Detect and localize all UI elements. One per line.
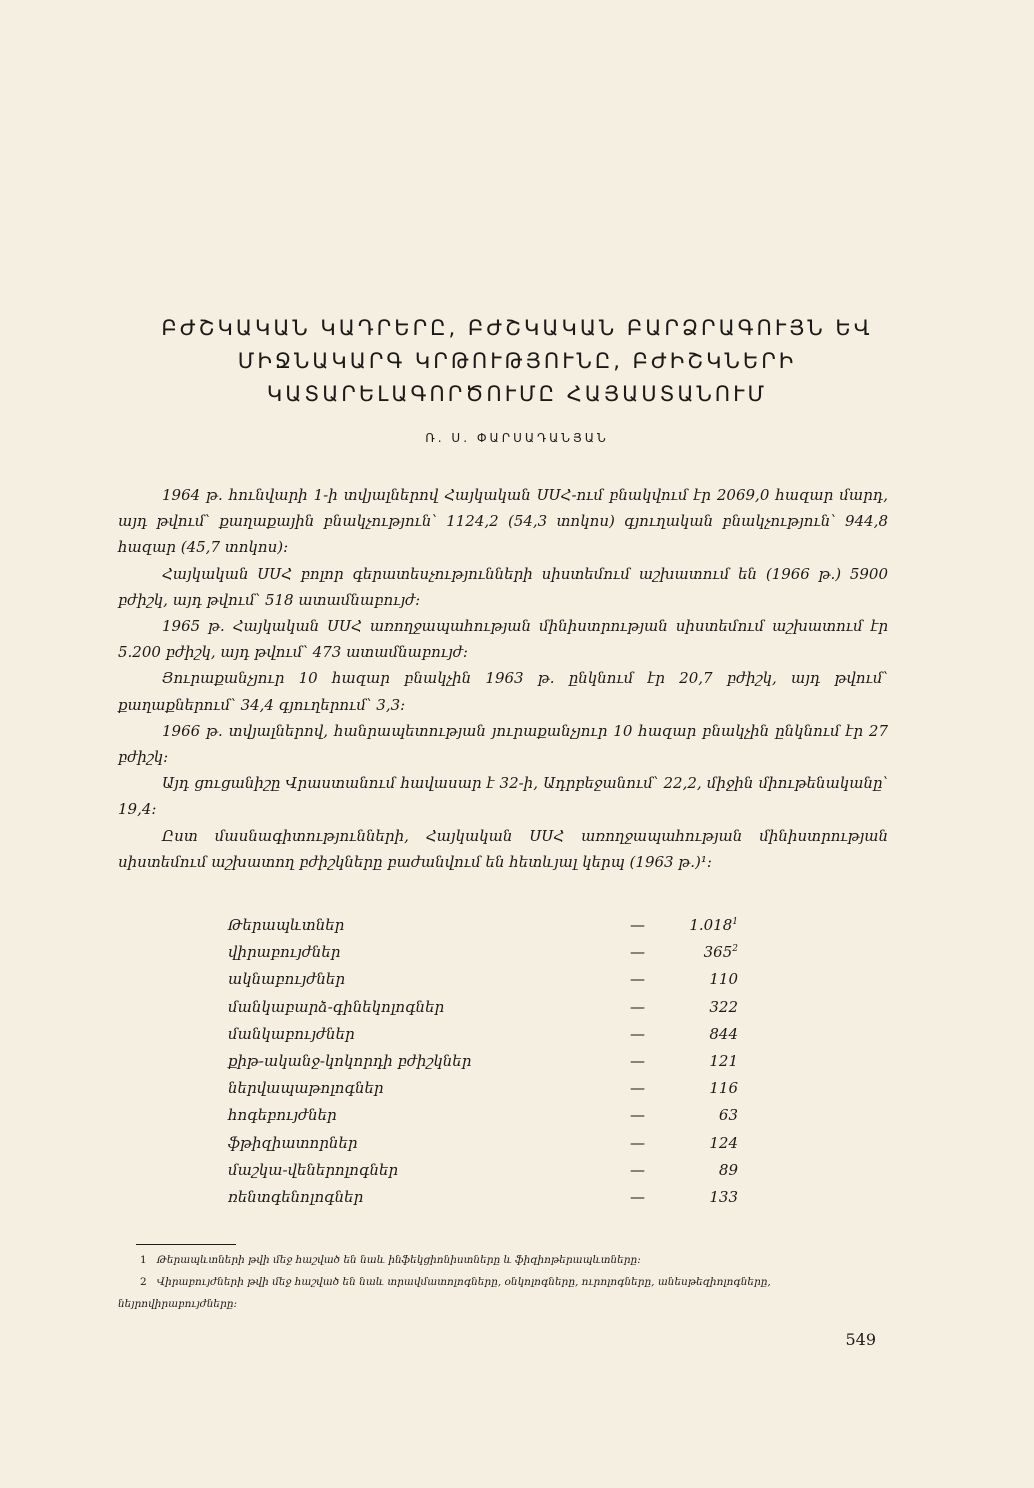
- author-name: Ռ. Ս. ՓԱՐՍԱԴԱՆՅԱՆ: [425, 431, 609, 445]
- title-line: ՄԻՋՆԱԿԱՐԳ ԿՐԹՈՒԹՅՈՒՆԸ, ԲԺԻՇԿՆԵՐԻ: [237, 349, 797, 373]
- specialty-name: Թերապևտներ: [228, 916, 345, 934]
- paragraph: Յուրաքանչյուր 10 հազար բնակչին 1963 թ. ընկնում էր 20,7 բժիշկ, այդ թվում՝ քաղաքներում՝ 34,4 գյուղերում՝ 3,3։: [118, 669, 888, 714]
- specialty-name: մանկաբարձ-գինեկոլոգներ: [228, 997, 445, 1016]
- specialty-name: մաշկա-վեներոլոգներ: [228, 1160, 399, 1179]
- specialty-count: [658, 998, 738, 1016]
- article-title: [120, 312, 914, 411]
- specialty-name: ռենտգենոլոգներ: [228, 1187, 364, 1206]
- footnote: [118, 1249, 888, 1271]
- dash-separator: —: [630, 916, 645, 934]
- footnote-text: Թերապևտների թվի մեջ հաշված են նաև ինֆեկցիոնիստները և ֆիզիոթերապևտները։: [156, 1254, 641, 1266]
- count-value: 121: [709, 1051, 738, 1070]
- count-value: 1.018: [689, 916, 733, 934]
- title-line: ԿԱՏԱՐԵԼԱԳՈՐԾՈՒՄԸ ՀԱՅԱՍՏԱՆՈՒՄ: [266, 382, 768, 406]
- count-value: 322: [709, 997, 738, 1016]
- specialty-name: ներվապաթոլոգներ: [228, 1079, 384, 1098]
- specialty-name: քիթ-ականջ-կոկորդի բժիշկներ: [228, 1051, 472, 1070]
- page-number: 549: [845, 1330, 876, 1349]
- dash-separator: —: [630, 943, 645, 962]
- specialty-count: [658, 1106, 738, 1124]
- dash-separator: —: [630, 1024, 645, 1043]
- footnote-divider: [136, 1244, 236, 1245]
- paragraph: 1966 թ. տվյալներով, հանրապետության յուրաքանչյուր 10 հազար բնակչին ընկնում էր 27 բժիշկ։: [118, 721, 888, 767]
- list-item: [228, 1076, 748, 1103]
- list-item: [228, 1103, 748, 1130]
- list-item: [228, 1158, 748, 1185]
- paragraph: 1964 թ. հունվարի 1-ի տվյալներով Հայկական ՍՍՀ-ում բնակվում էր 2069,0 հազար մարդ, այդ թվում՝ քաղաքային բնակչություն՝ 1124,2 (54,3 տոկոս) գյուղական բնակչություն՝ 944,8 հազար (45,7 տոկոս)։: [118, 486, 888, 557]
- paragraph: 1965 թ. Հայկական ՍՍՀ առողջապահության մինիստրության սիստեմում աշխատում էր 5.200 բժիշկ, այդ թվում՝ 473 ատամնաբույժ։: [118, 617, 888, 662]
- specialty-count: [658, 1161, 738, 1179]
- footnote-text: Վիրաբույժների թվի մեջ հաշված են նաև տրավմատոլոգները, օնկոլոգները, ուրոլոգները, անեսթեզիոլոգները, նեյրովիրաբույժները։: [118, 1276, 771, 1310]
- specialty-count: [658, 916, 738, 934]
- list-item: [228, 1022, 748, 1049]
- specialty-name: ֆթիզիատորներ: [228, 1133, 358, 1152]
- list-item: [228, 913, 748, 940]
- specialty-count: [658, 1188, 738, 1206]
- paragraph: Ըստ մասնագիտությունների, Հայկական ՍՍՀ առողջապահության մինիստրության սիստեմում աշխատող բժիշկները բաժանվում են հետևյալ կերպ (1963 թ.)¹։: [118, 826, 888, 871]
- article-body: [118, 482, 888, 875]
- specialty-count: [658, 1052, 738, 1070]
- count-value: 89: [718, 1160, 738, 1179]
- list-item: [228, 1185, 748, 1212]
- count-value: 844: [709, 1024, 738, 1043]
- dash-separator: —: [630, 1106, 645, 1125]
- specialty-count: [658, 943, 738, 961]
- count-value: 116: [709, 1079, 738, 1098]
- specialty-count: [658, 970, 738, 988]
- list-item: [228, 940, 748, 967]
- list-item: [228, 967, 748, 994]
- paragraph: Հայկական ՍՍՀ բոլոր գերատեսչությունների սիստեմում աշխատում են (1966 թ.) 5900 բժիշկ, այդ թվում՝ 518 ատամնաբույժ։: [118, 564, 888, 609]
- list-item: [228, 1131, 748, 1158]
- specialty-name: ակնաբույժներ: [228, 970, 345, 989]
- paragraph: Այդ ցուցանիշը Վրաստանում հավասար է 32-ի, Ադրբեջանում՝ 22,2, միջին միութենականը՝ 19,4։: [118, 774, 888, 819]
- dash-separator: —: [630, 1133, 645, 1152]
- specialist-list: [228, 913, 748, 1212]
- count-value: 110: [709, 970, 738, 989]
- count-value: 133: [709, 1187, 738, 1206]
- dash-separator: —: [630, 1160, 645, 1179]
- specialty-count: [658, 1134, 738, 1152]
- footnote: [118, 1271, 888, 1315]
- footnote-ref: 2: [732, 944, 738, 955]
- specialty-name: հոգեբույժներ: [228, 1106, 337, 1125]
- specialty-name: մանկաբույժներ: [228, 1024, 355, 1043]
- specialty-count: [658, 1079, 738, 1097]
- count-value: 365: [703, 943, 733, 962]
- footnote-number: 1: [140, 1254, 147, 1266]
- dash-separator: —: [630, 997, 645, 1016]
- dash-separator: —: [630, 970, 645, 989]
- specialty-count: [658, 1025, 738, 1043]
- list-item: [228, 1049, 748, 1076]
- dash-separator: —: [630, 1187, 645, 1206]
- count-value: 124: [709, 1133, 738, 1152]
- list-item: [228, 995, 748, 1022]
- dash-separator: —: [630, 1079, 645, 1098]
- count-value: 63: [718, 1106, 738, 1125]
- specialty-name: վիրաբույժներ: [228, 943, 341, 962]
- dash-separator: —: [630, 1051, 645, 1070]
- footnote-number: 2: [140, 1276, 147, 1288]
- title-line: ԲԺՇԿԱԿԱՆ ԿԱԴՐԵՐԸ, ԲԺՇԿԱԿԱՆ ԲԱՐՁՐԱԳՈՒՅՆ ԵՎ: [161, 316, 873, 340]
- footnote-ref: 1: [732, 917, 738, 927]
